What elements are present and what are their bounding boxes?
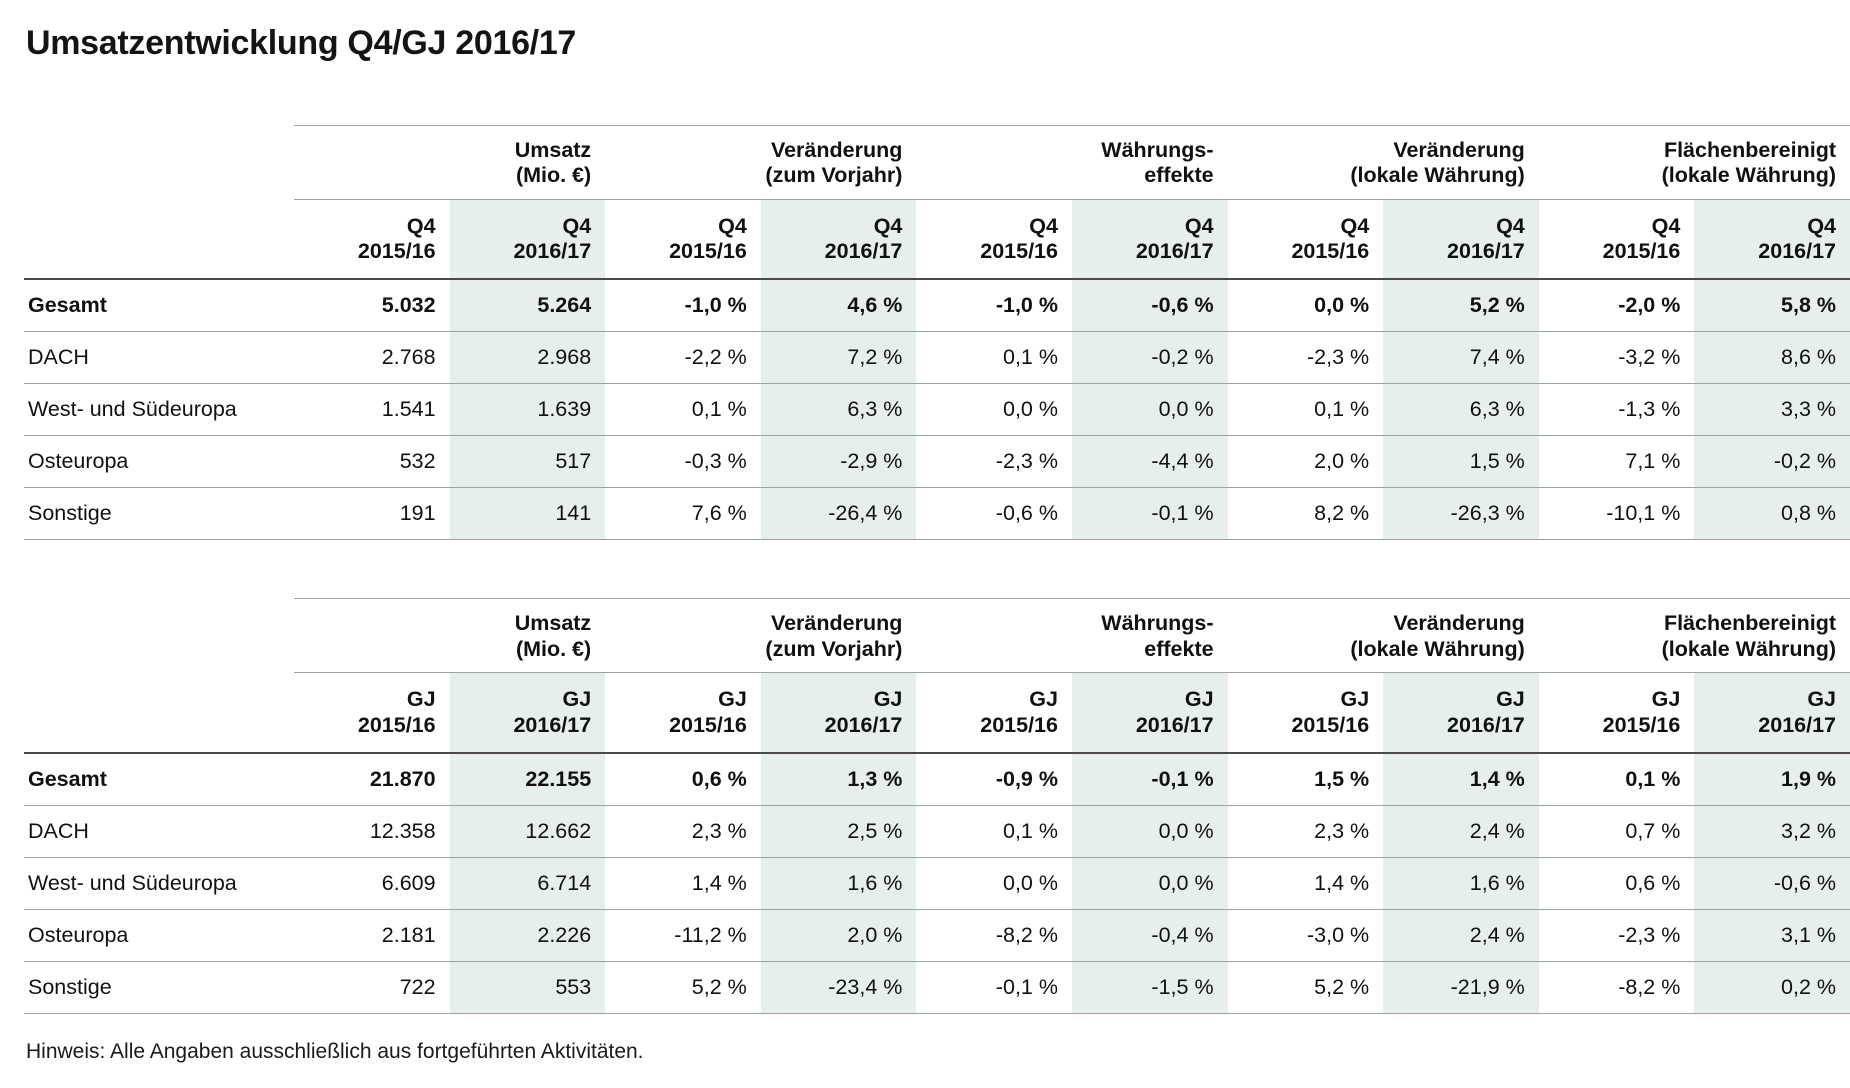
period-header: GJ 2015/16 bbox=[294, 673, 450, 753]
row-label: Osteuropa bbox=[24, 436, 294, 488]
cell: -8,2 % bbox=[916, 909, 1072, 961]
cell: -0,1 % bbox=[1072, 488, 1228, 540]
cell: 1.639 bbox=[450, 384, 606, 436]
cell: 1.541 bbox=[294, 384, 450, 436]
cell: 3,3 % bbox=[1694, 384, 1850, 436]
cell: 8,6 % bbox=[1694, 332, 1850, 384]
cell: -1,0 % bbox=[605, 279, 761, 332]
period-header: Q4 2015/16 bbox=[605, 199, 761, 279]
cell: 2.968 bbox=[450, 332, 606, 384]
quarter-period-header-row bbox=[24, 199, 1850, 279]
period-header: GJ 2016/17 bbox=[761, 673, 917, 753]
cell: 2.226 bbox=[450, 909, 606, 961]
period-header: Q4 2016/17 bbox=[1383, 199, 1539, 279]
cell: 12.662 bbox=[450, 805, 606, 857]
cell: 5,8 % bbox=[1694, 279, 1850, 332]
cell: -0,1 % bbox=[1072, 753, 1228, 806]
cell: 0,1 % bbox=[605, 384, 761, 436]
cell: 2.768 bbox=[294, 332, 450, 384]
cell: -2,9 % bbox=[761, 436, 917, 488]
cell: -0,4 % bbox=[1072, 909, 1228, 961]
cell: 553 bbox=[450, 961, 606, 1013]
cell: -0,2 % bbox=[1072, 332, 1228, 384]
cell: -2,3 % bbox=[916, 436, 1072, 488]
footnote: Hinweis: Alle Angaben ausschließlich aus fortgeführten Aktivitäten. bbox=[26, 1039, 644, 1063]
cell: 0,0 % bbox=[1072, 805, 1228, 857]
period-header: Q4 2015/16 bbox=[294, 199, 450, 279]
period-header: Q4 2016/17 bbox=[450, 199, 606, 279]
cell: 0,0 % bbox=[916, 384, 1072, 436]
cell: 5,2 % bbox=[1383, 279, 1539, 332]
cell: 532 bbox=[294, 436, 450, 488]
cell: 22.155 bbox=[450, 753, 606, 806]
cell: 0,2 % bbox=[1694, 961, 1850, 1013]
period-header: GJ 2015/16 bbox=[1228, 673, 1384, 753]
cell: -2,3 % bbox=[1539, 909, 1695, 961]
quarter-table-body bbox=[24, 279, 1850, 540]
cell: 2.181 bbox=[294, 909, 450, 961]
cell: 0,7 % bbox=[1539, 805, 1695, 857]
cell: 0,8 % bbox=[1694, 488, 1850, 540]
cell: 1,4 % bbox=[1228, 857, 1384, 909]
group-header-veraenderung-vorjahr: Veränderung (zum Vorjahr) bbox=[765, 611, 903, 661]
cell: 7,6 % bbox=[605, 488, 761, 540]
row-label: West- und Südeuropa bbox=[24, 384, 294, 436]
group-header-umsatz: Umsatz (Mio. €) bbox=[514, 138, 592, 188]
quarter-group-header-row bbox=[24, 126, 1850, 199]
cell: -23,4 % bbox=[761, 961, 917, 1013]
cell: 7,1 % bbox=[1539, 436, 1695, 488]
table-row bbox=[24, 805, 1850, 857]
cell: 1,4 % bbox=[1383, 753, 1539, 806]
cell: 3,1 % bbox=[1694, 909, 1850, 961]
group-header-waehrungseffekte: Währungs- effekte bbox=[1101, 138, 1214, 188]
cell: 0,0 % bbox=[916, 857, 1072, 909]
row-label: DACH bbox=[24, 805, 294, 857]
period-header: GJ 2016/17 bbox=[1694, 673, 1850, 753]
cell: -11,2 % bbox=[605, 909, 761, 961]
period-corner-cell bbox=[24, 673, 294, 753]
cell: 5.264 bbox=[450, 279, 606, 332]
table-row bbox=[24, 488, 1850, 540]
period-header: GJ 2015/16 bbox=[916, 673, 1072, 753]
cell: 5,2 % bbox=[605, 961, 761, 1013]
cell: -0,2 % bbox=[1694, 436, 1850, 488]
cell: 0,0 % bbox=[1072, 857, 1228, 909]
row-label: DACH bbox=[24, 332, 294, 384]
row-label: Gesamt bbox=[24, 753, 294, 806]
cell: -1,0 % bbox=[916, 279, 1072, 332]
period-header: Q4 2016/17 bbox=[1694, 199, 1850, 279]
cell: -0,6 % bbox=[916, 488, 1072, 540]
corner-cell bbox=[24, 126, 294, 199]
cell: -1,5 % bbox=[1072, 961, 1228, 1013]
period-corner-cell bbox=[24, 199, 294, 279]
cell: -21,9 % bbox=[1383, 961, 1539, 1013]
period-header: Q4 2016/17 bbox=[761, 199, 917, 279]
table-row bbox=[24, 332, 1850, 384]
cell: 6.714 bbox=[450, 857, 606, 909]
cell: 0,0 % bbox=[1228, 279, 1384, 332]
cell: 2,0 % bbox=[761, 909, 917, 961]
cell: 1,3 % bbox=[761, 753, 917, 806]
cell: -2,2 % bbox=[605, 332, 761, 384]
quarter-table bbox=[24, 125, 1850, 540]
cell: -4,4 % bbox=[1072, 436, 1228, 488]
group-header-veraenderung-lokal: Veränderung (lokale Währung) bbox=[1350, 138, 1525, 188]
period-header: Q4 2015/16 bbox=[1228, 199, 1384, 279]
cell: 1,9 % bbox=[1694, 753, 1850, 806]
corner-cell bbox=[24, 599, 294, 672]
cell: -26,4 % bbox=[761, 488, 917, 540]
group-header-flaechenbereinigt: Flächenbereinigt (lokale Währung) bbox=[1661, 138, 1836, 188]
cell: 4,6 % bbox=[761, 279, 917, 332]
group-header-flaechenbereinigt: Flächenbereinigt (lokale Währung) bbox=[1661, 611, 1836, 661]
table-row bbox=[24, 857, 1850, 909]
group-header-veraenderung-vorjahr: Veränderung (zum Vorjahr) bbox=[765, 138, 903, 188]
period-header: Q4 2015/16 bbox=[1539, 199, 1695, 279]
cell: 8,2 % bbox=[1228, 488, 1384, 540]
row-label: Gesamt bbox=[24, 279, 294, 332]
cell: 1,6 % bbox=[761, 857, 917, 909]
cell: -3,2 % bbox=[1539, 332, 1695, 384]
cell: 2,4 % bbox=[1383, 909, 1539, 961]
cell: 0,6 % bbox=[1539, 857, 1695, 909]
cell: 5,2 % bbox=[1228, 961, 1384, 1013]
cell: 0,1 % bbox=[916, 332, 1072, 384]
period-header: Q4 2016/17 bbox=[1072, 199, 1228, 279]
table-row bbox=[24, 961, 1850, 1013]
cell: 1,6 % bbox=[1383, 857, 1539, 909]
table-row bbox=[24, 384, 1850, 436]
table-row bbox=[24, 909, 1850, 961]
table-row bbox=[24, 279, 1850, 332]
cell: 722 bbox=[294, 961, 450, 1013]
cell: -0,6 % bbox=[1694, 857, 1850, 909]
cell: 7,2 % bbox=[761, 332, 917, 384]
table-row bbox=[24, 436, 1850, 488]
fiscal-year-table-head bbox=[24, 599, 1850, 753]
cell: -10,1 % bbox=[1539, 488, 1695, 540]
cell: 5.032 bbox=[294, 279, 450, 332]
period-header: GJ 2015/16 bbox=[605, 673, 761, 753]
row-label: Sonstige bbox=[24, 961, 294, 1013]
cell: -8,2 % bbox=[1539, 961, 1695, 1013]
group-header-veraenderung-lokal: Veränderung (lokale Währung) bbox=[1350, 611, 1525, 661]
cell: -2,3 % bbox=[1228, 332, 1384, 384]
cell: 517 bbox=[450, 436, 606, 488]
cell: -0,3 % bbox=[605, 436, 761, 488]
cell: -0,1 % bbox=[916, 961, 1072, 1013]
period-header: GJ 2016/17 bbox=[1072, 673, 1228, 753]
cell: 141 bbox=[450, 488, 606, 540]
cell: 2,3 % bbox=[605, 805, 761, 857]
cell: 0,1 % bbox=[1539, 753, 1695, 806]
cell: 6,3 % bbox=[761, 384, 917, 436]
page-title: Umsatzentwicklung Q4/GJ 2016/17 bbox=[26, 24, 577, 62]
group-header-waehrungseffekte: Währungs- effekte bbox=[1101, 611, 1214, 661]
cell: -26,3 % bbox=[1383, 488, 1539, 540]
cell: 1,5 % bbox=[1228, 753, 1384, 806]
cell: 1,4 % bbox=[605, 857, 761, 909]
table-row bbox=[24, 753, 1850, 806]
cell: 2,4 % bbox=[1383, 805, 1539, 857]
period-header: GJ 2016/17 bbox=[450, 673, 606, 753]
row-label: Sonstige bbox=[24, 488, 294, 540]
fiscal-year-table-body bbox=[24, 753, 1850, 1014]
cell: 21.870 bbox=[294, 753, 450, 806]
period-header: GJ 2015/16 bbox=[1539, 673, 1695, 753]
cell: 1,5 % bbox=[1383, 436, 1539, 488]
cell: 0,0 % bbox=[1072, 384, 1228, 436]
fiscal-year-group-header-row bbox=[24, 599, 1850, 672]
cell: 2,0 % bbox=[1228, 436, 1384, 488]
quarter-table-head bbox=[24, 126, 1850, 280]
cell: 0,1 % bbox=[916, 805, 1072, 857]
cell: 0,6 % bbox=[605, 753, 761, 806]
fiscal-year-table bbox=[24, 598, 1850, 1013]
cell: -3,0 % bbox=[1228, 909, 1384, 961]
cell: -0,9 % bbox=[916, 753, 1072, 806]
cell: 2,5 % bbox=[761, 805, 917, 857]
fiscal-year-period-header-row bbox=[24, 673, 1850, 753]
cell: 3,2 % bbox=[1694, 805, 1850, 857]
cell: -0,6 % bbox=[1072, 279, 1228, 332]
period-header: Q4 2015/16 bbox=[916, 199, 1072, 279]
cell: 7,4 % bbox=[1383, 332, 1539, 384]
row-label: West- und Südeuropa bbox=[24, 857, 294, 909]
cell: -1,3 % bbox=[1539, 384, 1695, 436]
cell: 2,3 % bbox=[1228, 805, 1384, 857]
period-header: GJ 2016/17 bbox=[1383, 673, 1539, 753]
group-header-umsatz: Umsatz (Mio. €) bbox=[514, 611, 592, 661]
cell: 12.358 bbox=[294, 805, 450, 857]
cell: -2,0 % bbox=[1539, 279, 1695, 332]
cell: 191 bbox=[294, 488, 450, 540]
cell: 6.609 bbox=[294, 857, 450, 909]
row-label: Osteuropa bbox=[24, 909, 294, 961]
cell: 0,1 % bbox=[1228, 384, 1384, 436]
cell: 6,3 % bbox=[1383, 384, 1539, 436]
